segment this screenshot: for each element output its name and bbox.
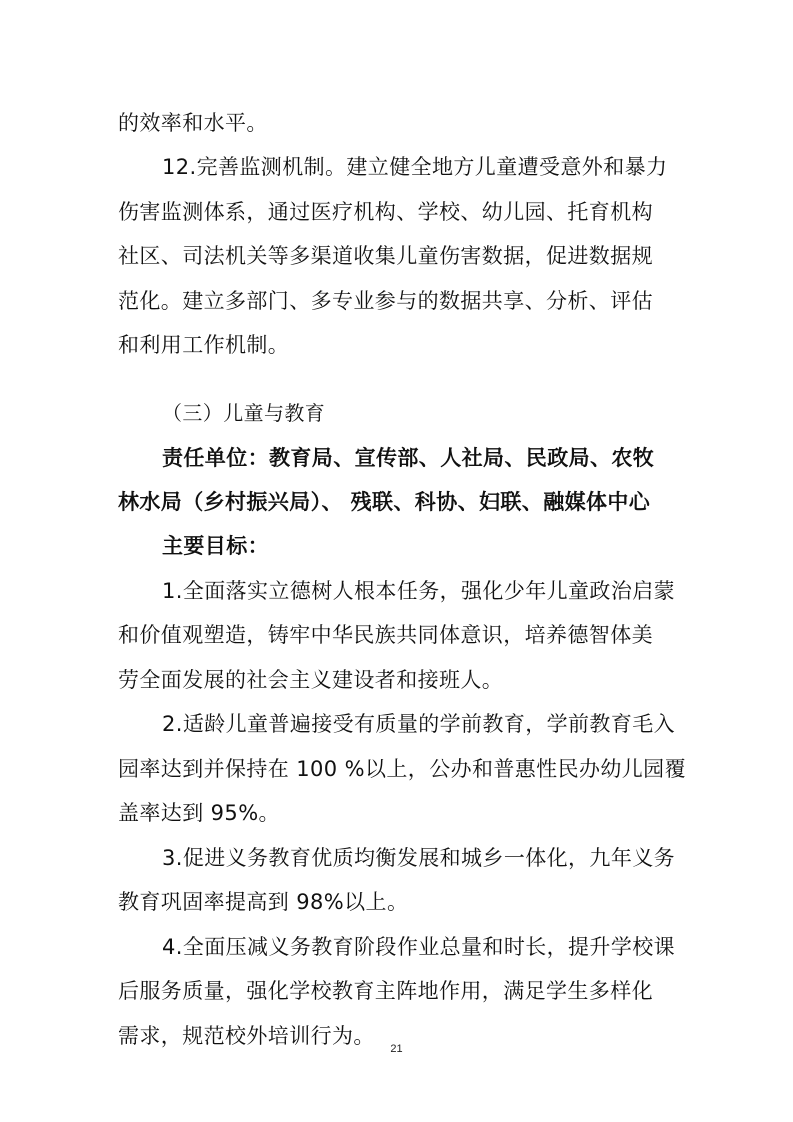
- page-number: 21: [390, 1043, 403, 1055]
- text-line: 盖率达到 95%。: [118, 801, 280, 825]
- text-line: 的效率和水平。: [118, 111, 268, 135]
- responsible-units-line: 林水局（乡村振兴局）、 残联、科协、妇联、融媒体中心: [118, 490, 651, 514]
- text-line: 2.适龄儿童普遍接受有质量的学前教育，学前教育毛入: [162, 712, 676, 736]
- text-line: 后服务质量，强化学校教育主阵地作用，满足学生多样化: [118, 979, 653, 1003]
- text-line: 劳全面发展的社会主义建设者和接班人。: [118, 668, 504, 692]
- responsible-units-line: 责任单位：教育局、宣传部、人社局、民政局、农牧: [162, 446, 655, 470]
- text-line: 和价值观塑造，铸牢中华民族共同体意识，培养德智体美: [118, 623, 653, 647]
- text-line: 3.促进义务教育优质均衡发展和城乡一体化，九年义务: [162, 846, 676, 870]
- text-line: 教育巩固率提高到 98%以上。: [118, 890, 409, 914]
- main-goals-heading: 主要目标：: [162, 534, 269, 558]
- text-line: 1.全面落实立德树人根本任务，强化少年儿童政治启蒙: [162, 579, 676, 603]
- text-line: 和利用工作机制。: [118, 333, 290, 357]
- text-line: 社区、司法机关等多渠道收集儿童伤害数据，促进数据规: [118, 244, 653, 268]
- text-line: 园率达到并保持在 100 %以上，公办和普惠性民办幼儿园覆: [118, 757, 686, 781]
- text-line: 伤害监测体系，通过医疗机构、学校、幼儿园、托育机构: [118, 200, 653, 224]
- text-line: 4.全面压减义务教育阶段作业总量和时长，提升学校课: [162, 935, 676, 959]
- text-line: 范化。建立多部门、多专业参与的数据共享、分析、评估: [118, 289, 653, 313]
- text-line: 需求，规范校外培训行为。: [118, 1024, 375, 1048]
- text-line: 12.完善监测机制。建立健全地方儿童遭受意外和暴力: [162, 155, 668, 179]
- section-heading: （三）儿童与教育: [162, 401, 326, 425]
